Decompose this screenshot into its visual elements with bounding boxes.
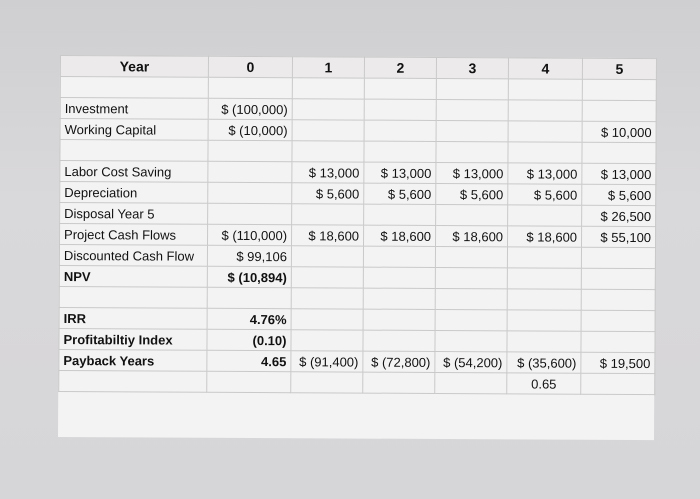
- payback-years-y5: $ 19,500: [581, 352, 655, 373]
- labor-cost-saving-y2: $ 13,000: [364, 162, 436, 183]
- project-cash-flows-y5: $ 55,100: [582, 226, 656, 247]
- payback-years-y0: 4.65: [207, 350, 291, 371]
- labor-cost-saving-y4: $ 13,000: [508, 163, 582, 184]
- labor-cost-saving-y3: $ 13,000: [436, 162, 508, 183]
- depreciation-y4: $ 5,600: [508, 184, 582, 205]
- working-capital-y0: $ (10,000): [208, 119, 292, 140]
- payback-years-y4: $ (35,600): [507, 352, 581, 373]
- irr-y0: 4.76%: [207, 308, 291, 329]
- year-0-header: 0: [208, 56, 292, 77]
- spreadsheet-photo: [58, 55, 656, 440]
- depreciation-y1: $ 5,600: [292, 183, 364, 204]
- depreciation-y5: $ 5,600: [582, 184, 656, 205]
- npv-y0: $ (10,894): [207, 266, 291, 287]
- year-header: Year: [60, 56, 208, 78]
- payback-fraction-y4: 0.65: [507, 373, 581, 394]
- project-cash-flows-y3: $ 18,600: [436, 225, 508, 246]
- profitability-index-y0: (0.10): [207, 329, 291, 350]
- project-cash-flows-label: Project Cash Flows: [60, 224, 208, 246]
- working-capital-label: Working Capital: [60, 119, 208, 141]
- npv-label: NPV: [59, 265, 207, 287]
- discounted-cash-flow-y0: $ 99,106: [207, 245, 291, 266]
- labor-cost-saving-y1: $ 13,000: [292, 162, 364, 183]
- year-4-header: 4: [508, 58, 582, 79]
- investment-y0: $ (100,000): [208, 98, 292, 119]
- project-cash-flows-y2: $ 18,600: [364, 225, 436, 246]
- profitability-index-label: Profitabiltiy Index: [59, 328, 207, 350]
- year-1-header: 1: [292, 57, 364, 78]
- labor-cost-saving-label: Labor Cost Saving: [60, 161, 208, 183]
- payback-years-y2: $ (72,800): [363, 351, 435, 372]
- payback-years-y3: $ (54,200): [435, 351, 507, 372]
- year-2-header: 2: [364, 57, 436, 78]
- project-cash-flows-y4: $ 18,600: [508, 226, 582, 247]
- discounted-cash-flow-label: Discounted Cash Flow: [59, 245, 207, 267]
- irr-label: IRR: [59, 307, 207, 329]
- depreciation-label: Depreciation: [60, 182, 208, 204]
- payback-fraction-row: [59, 370, 655, 394]
- disposal-y5: $ 26,500: [582, 205, 656, 226]
- labor-cost-saving-y5: $ 13,000: [582, 163, 656, 184]
- year-5-header: 5: [582, 58, 656, 79]
- payback-years-label: Payback Years: [59, 349, 207, 371]
- disposal-label: Disposal Year 5: [60, 203, 208, 225]
- depreciation-y3: $ 5,600: [436, 183, 508, 204]
- working-capital-y5: $ 10,000: [582, 121, 656, 142]
- project-cash-flows-y1: $ 18,600: [292, 225, 364, 246]
- payback-years-y1: $ (91,400): [291, 351, 363, 372]
- depreciation-y2: $ 5,600: [364, 183, 436, 204]
- capital-budget-table: [58, 55, 657, 395]
- investment-label: Investment: [60, 98, 208, 120]
- year-3-header: 3: [436, 57, 508, 78]
- project-cash-flows-y0: $ (110,000): [208, 224, 292, 245]
